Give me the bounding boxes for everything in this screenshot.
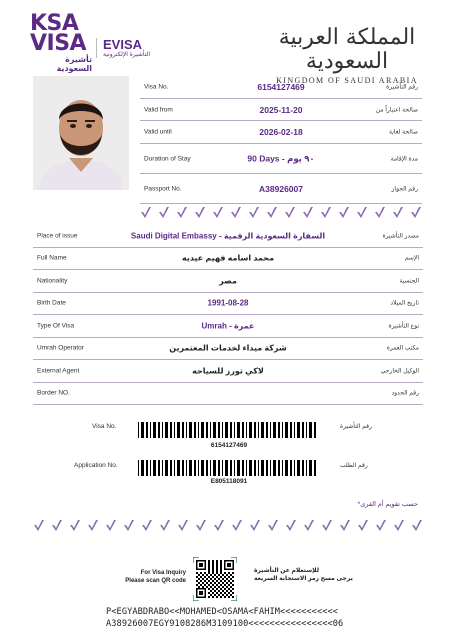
qr-instructions-arabic xyxy=(254,567,353,583)
field-value: محمد اسامه فهيم عيديه xyxy=(181,253,275,263)
field-value: 1991-08-28 xyxy=(207,298,249,308)
field-label-arabic: رقم الجواز xyxy=(391,186,418,193)
qr-code-icon[interactable] xyxy=(193,557,237,601)
qr-en-line1: For Visa Inquiry xyxy=(140,570,186,576)
qr-ar-line2: يرجى مسح رمز الاستجابة السريعة xyxy=(254,576,353,582)
check-mark-icon xyxy=(374,206,386,219)
details-row xyxy=(33,270,423,293)
evisa-logo-arabic: التأشيرة الإلكترونية xyxy=(103,52,151,58)
field-label: Full Name xyxy=(37,254,67,262)
details-row xyxy=(33,293,423,316)
field-label: Border NO. xyxy=(37,389,70,397)
application-barcode-label-arabic: رقم الطلب xyxy=(340,463,368,469)
check-mark-icon xyxy=(303,519,315,532)
evisa-logo-text: EVISA xyxy=(103,37,143,52)
field-label-arabic: مصدر التأشيرة xyxy=(382,233,419,240)
field-label: Duration of Stay xyxy=(144,155,191,163)
details-row xyxy=(33,383,423,406)
check-mark-icon xyxy=(392,206,404,219)
details-row xyxy=(33,248,423,271)
check-mark-icon xyxy=(230,206,242,219)
field-label-arabic: مكتب العمرة xyxy=(386,345,419,352)
check-mark-icon xyxy=(302,206,314,219)
qr-code-graphic xyxy=(193,557,237,601)
visa-barcode-label-arabic: رقم التأشيرة xyxy=(340,424,372,430)
hijri-calendar-note: *حسب تقويم أم القرى xyxy=(357,501,418,508)
barcode-gap xyxy=(316,460,318,476)
field-label-arabic: الإسم xyxy=(404,255,419,262)
details-row xyxy=(33,360,423,383)
field-value: A38926007 xyxy=(259,183,303,194)
check-mark-icon xyxy=(51,519,63,532)
check-mark-icon xyxy=(195,519,207,532)
check-mark-icon xyxy=(249,519,261,532)
check-mark-icon xyxy=(69,519,81,532)
field-label: Valid from xyxy=(144,106,173,114)
visa-barcode xyxy=(138,422,320,438)
field-label: Valid until xyxy=(144,128,172,136)
qr-ar-line1: للإستعلام عن التأشيرة xyxy=(254,568,319,574)
check-mark-icon xyxy=(140,206,152,219)
qr-en-line2: Please scan QR code xyxy=(125,578,186,584)
application-barcode-label: Application No. xyxy=(74,462,118,469)
check-mark-icon xyxy=(231,519,243,532)
check-mark-icon xyxy=(123,519,135,532)
check-mark-icon xyxy=(410,206,422,219)
check-mark-icon xyxy=(176,206,188,219)
applicant-photo xyxy=(33,76,129,190)
field-label: Passport No. xyxy=(144,185,182,193)
visa-barcode-label: Visa No. xyxy=(92,423,117,430)
check-mark-icon xyxy=(338,206,350,219)
visa_info-row xyxy=(140,121,422,144)
check-mark-icon xyxy=(248,206,260,219)
field-label: Visa No. xyxy=(144,83,169,91)
application-barcode xyxy=(138,460,320,476)
visa_info-row xyxy=(140,76,422,99)
applicant-portrait-image xyxy=(33,76,129,190)
field-label-arabic: رقم الحدود xyxy=(391,390,419,397)
machine-readable-zone xyxy=(106,606,343,630)
ksa-logo-line1: KSA xyxy=(30,11,79,36)
check-mark-icon xyxy=(141,519,153,532)
application-barcode-number: E805118091 xyxy=(210,478,248,485)
field-label: Type Of Visa xyxy=(37,322,75,330)
field-value: Umrah - عمرة xyxy=(201,321,255,331)
field-label: Nationality xyxy=(37,277,68,285)
check-mark-icon xyxy=(266,206,278,219)
qr-inquiry-section xyxy=(0,555,452,601)
check-mark-icon xyxy=(375,519,387,532)
visa-info-table xyxy=(140,76,422,204)
mrz-line2: A38926007EGY9108286M3109100<<<<<<<<<<<<<<<<06 xyxy=(106,619,344,629)
check-mark-icon xyxy=(213,519,225,532)
details-row xyxy=(33,225,423,248)
check-mark-icon xyxy=(411,519,423,532)
field-label: Umrah Operator xyxy=(37,344,84,352)
field-label-arabic: صالحة لغاية xyxy=(389,129,418,136)
check-mark-icon xyxy=(356,206,368,219)
document-header xyxy=(0,0,452,85)
field-value: مصر xyxy=(219,276,237,286)
field-label-arabic: رقم التأشيرة xyxy=(386,84,418,91)
check-mark-icon xyxy=(339,519,351,532)
field-label-arabic: تاريخ الميلاد xyxy=(390,300,419,307)
decorative-check-row-bottom xyxy=(33,519,423,533)
visa_info-row xyxy=(140,174,422,204)
visa-details-table xyxy=(33,225,423,405)
check-mark-icon xyxy=(33,519,45,532)
ksa-logo-arabic: تأشيرة السعودية xyxy=(56,55,92,73)
field-label: External Agent xyxy=(37,367,80,375)
barcode-gap xyxy=(316,422,318,438)
field-value: 90 Days - ٩٠ يوم xyxy=(247,153,315,164)
field-value: 6154127469 xyxy=(257,81,305,92)
ksa-visa-logo xyxy=(30,11,92,73)
check-mark-icon xyxy=(357,519,369,532)
check-mark-icon xyxy=(212,206,224,219)
visa_info-row xyxy=(140,99,422,122)
field-label-arabic: نوع التأشيرة xyxy=(388,323,419,330)
check-mark-icon xyxy=(194,206,206,219)
field-value: لاكي تورز للسياحه xyxy=(192,366,264,376)
check-mark-icon xyxy=(267,519,279,532)
check-mark-icon xyxy=(105,519,117,532)
visa_info-row xyxy=(140,144,422,174)
check-mark-icon xyxy=(321,519,333,532)
field-label-arabic: مدة الإقامة xyxy=(390,156,418,163)
field-value: 2026-02-18 xyxy=(259,127,303,138)
check-mark-icon xyxy=(284,206,296,219)
field-label-arabic: صالحة اعتباراً من xyxy=(375,107,418,114)
check-mark-icon xyxy=(177,519,189,532)
ksa-logo-line2: VISA xyxy=(30,31,87,56)
field-value: Saudi Digital Embassy - السفارة السعودية الرقمية xyxy=(130,231,326,241)
decorative-check-row xyxy=(140,206,422,220)
check-mark-icon xyxy=(285,519,297,532)
qr-instructions-english xyxy=(125,569,186,585)
visa-barcode-number: 6154127469 xyxy=(210,442,248,449)
check-mark-icon xyxy=(393,519,405,532)
evisa-logo xyxy=(96,38,150,58)
mrz-line1: P<EGYABDRABO<<MOHAMED<OSAMA<FAHIM<<<<<<<<<<< xyxy=(106,607,339,617)
kingdom-name-arabic: المملكة العربية السعودية xyxy=(278,25,416,74)
details-row xyxy=(33,338,423,361)
field-value: 2025-11-20 xyxy=(259,104,303,115)
kingdom-name-english: KINGDOM OF SAUDI ARABIA xyxy=(276,76,418,85)
field-label: Birth Date xyxy=(37,299,66,307)
field-label-arabic: الوكيل الخارجي xyxy=(380,368,419,375)
field-value: شركة ميداء لخدمات المعتمرين xyxy=(169,343,287,353)
details-row xyxy=(33,315,423,338)
check-mark-icon xyxy=(320,206,332,219)
field-label: Place of issue xyxy=(37,232,78,240)
field-label-arabic: الجنسية xyxy=(399,278,419,285)
check-mark-icon xyxy=(158,206,170,219)
check-mark-icon xyxy=(87,519,99,532)
check-mark-icon xyxy=(159,519,171,532)
